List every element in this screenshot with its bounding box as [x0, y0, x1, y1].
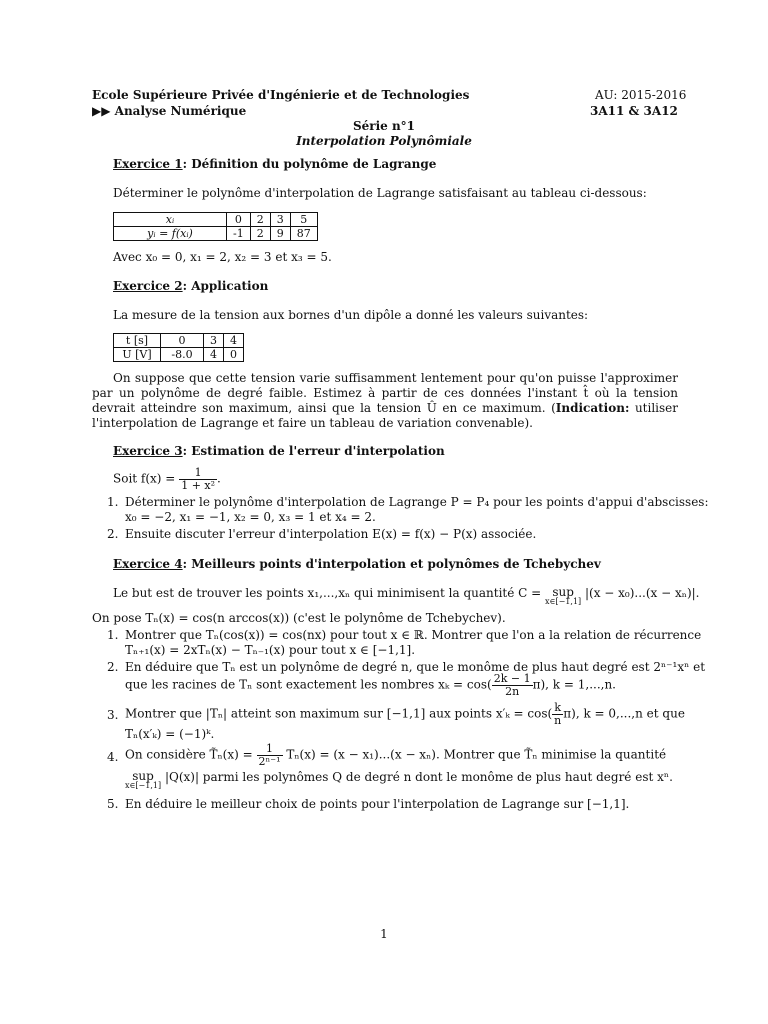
- fraction-denominator: 1 + x²: [181, 478, 216, 492]
- table-cell: 2: [250, 213, 270, 227]
- sup-operator: sup x∈[−1,1]: [545, 585, 582, 606]
- ex4-item2a: En déduire que Tₙ est un polynôme de degré n, que le monôme de plus haut degré est 2ⁿ⁻¹xⁿ et: [125, 660, 706, 674]
- ex2-label: Exercice 2: [113, 279, 183, 293]
- ex4-item2b-pre: que les racines de Tₙ sont exactement les nombres xₖ = cos(: [125, 677, 492, 692]
- ex2-table: [113, 333, 244, 362]
- ex4-item4b: [125, 770, 673, 790]
- ex4-item4b-text: |Q(x)| parmi les polynômes Q de degré n dont le monôme de plus haut degré est xⁿ.: [164, 770, 673, 784]
- points-fraction: [552, 702, 563, 726]
- table-cell: 2: [250, 227, 270, 241]
- list-number: 4.: [107, 750, 119, 764]
- serie-number: Série n°1: [352, 119, 416, 133]
- ex2-title: : Application: [182, 279, 269, 293]
- table-cell: 4: [224, 334, 244, 348]
- fraction-numerator: k: [552, 702, 563, 715]
- ex3-item1b: x₀ = −2, x₁ = −1, x₂ = 0, x₃ = 1 et x₄ = 2.: [125, 510, 376, 524]
- ex4-title: : Meilleurs points d'interpolation et polynômes de Tchebychev: [182, 557, 601, 571]
- table-cell: 3: [204, 334, 224, 348]
- ex4-item3a-pre: Montrer que |Tₙ| atteint son maximum sur [−1,1] aux points x′ₖ = cos(: [125, 706, 553, 721]
- fraction-numerator: 1: [179, 467, 217, 480]
- ex3-label: Exercice 3: [113, 444, 183, 458]
- normalization-fraction: [257, 743, 283, 767]
- ex2-body: [92, 371, 678, 431]
- table-row: [114, 227, 318, 241]
- ex3-definition: Soit f(x) = $\frac{1}{\text{1 + x²}}$ .: [113, 466, 221, 492]
- ex4-item3a: [125, 702, 685, 726]
- table-cell: 3: [270, 213, 290, 227]
- ex4-item1b: Tₙ₊₁(x) = 2xTₙ(x) − Tₙ₋₁(x) pour tout x ∈ [−1,1].: [125, 643, 416, 657]
- table-cell: 5: [290, 213, 317, 227]
- ex4-item4a-post: Tₙ(x) = (x − x₁)...(x − xₙ). Montrer que T̃ₙ minimise la quantité: [286, 747, 667, 762]
- ex4-heading: [113, 557, 601, 572]
- ex3-item2: Ensuite discuter l'erreur d'interpolation E(x) = f(x) − P(x) associée.: [125, 527, 537, 541]
- table-cell: 9: [270, 227, 290, 241]
- ex4-item3b: Tₙ(x′ₖ) = (−1)ᵏ.: [125, 727, 215, 741]
- list-number: 1.: [107, 628, 119, 642]
- table-cell: -1: [227, 227, 251, 241]
- list-number: 3.: [107, 708, 119, 722]
- ex2-body-b: utiliser l'interpolation de Lagrange et faire un tableau de variation convenable).: [92, 401, 678, 430]
- table-cell: 4: [204, 348, 224, 362]
- fraction-numerator: 2k − 1: [493, 672, 531, 685]
- sup-operator: [125, 770, 161, 790]
- fraction-denominator: 2n: [505, 684, 520, 698]
- table-cell: 0: [224, 348, 244, 362]
- ex4-item4a: [125, 743, 666, 767]
- ex1-heading: [113, 157, 436, 172]
- list-number: 1.: [107, 495, 119, 509]
- ex3-heading: [113, 444, 445, 459]
- sup-subscript: x∈[−1,1]: [125, 781, 162, 790]
- ex4-item3a-post: π), k = 0,...,n et que: [563, 706, 685, 721]
- table-cell: 0: [161, 334, 204, 348]
- table-cell: yᵢ = f(xᵢ): [114, 227, 227, 241]
- table-row: [114, 213, 318, 227]
- page-number: 1: [380, 927, 388, 941]
- list-number: 5.: [107, 797, 119, 811]
- course-name: ▶▶ Analyse Numérique: [92, 104, 247, 118]
- ex1-note: Avec x₀ = 0, x₁ = 2, x₂ = 3 et x₃ = 5.: [113, 250, 332, 264]
- ex1-label: Exercice 1: [113, 157, 183, 171]
- fraction-denominator: n: [554, 713, 562, 727]
- ex1-intro: Déterminer le polynôme d'interpolation de Lagrange satisfaisant au tableau ci-dessous:: [113, 186, 647, 200]
- ex1-table: [113, 212, 318, 241]
- ex4-label: Exercice 4: [113, 557, 183, 571]
- ex3-soit: Soit f(x) =: [113, 471, 176, 486]
- ex4-goal-b: |(x − x₀)...(x − xₙ)|.: [584, 586, 700, 600]
- table-cell: t [s]: [114, 334, 161, 348]
- table-cell: U [V]: [114, 348, 161, 362]
- table-cell: 87: [290, 227, 317, 241]
- ex3-fraction: [179, 467, 217, 491]
- ex4-goal-a: Le but est de trouver les points x₁,...,xₙ qui minimisent la quantité C =: [113, 586, 542, 600]
- table-cell: -8.0: [161, 348, 204, 362]
- ex4-item2b-post: π), k = 1,...,n.: [532, 677, 616, 692]
- ex4-item2b: [125, 673, 616, 697]
- class-codes: 3A11 & 3A12: [590, 104, 678, 118]
- ex4-goal: [113, 586, 700, 606]
- ex3-item1a: Déterminer le polynôme d'interpolation de Lagrange P = P₄ pour les points d'appui d'abscisses:: [125, 495, 709, 509]
- sup-label: sup: [132, 769, 154, 783]
- table-cell: xᵢ: [114, 213, 227, 227]
- sup-subscript: x∈[−1,1]: [545, 597, 582, 606]
- fraction-denominator: 2ⁿ⁻¹: [258, 754, 281, 768]
- ex1-title: : Définition du polynôme de Lagrange: [182, 157, 437, 171]
- ex2-heading: [113, 279, 268, 294]
- ex2-intro: La mesure de la tension aux bornes d'un dipôle a donné les valeurs suivantes:: [113, 308, 589, 322]
- list-number: 2.: [107, 660, 119, 674]
- list-number: 2.: [107, 527, 119, 541]
- roots-fraction: [492, 673, 533, 697]
- ex4-item5: En déduire le meilleur choix de points pour l'interpolation de Lagrange sur [−1,1].: [125, 797, 630, 811]
- table-row: [114, 348, 244, 362]
- school-name: Ecole Supérieure Privée d'Ingénierie et de Technologies: [92, 88, 470, 102]
- ex2-indication: Indication:: [555, 401, 630, 415]
- ex4-item4a-pre: On considère T̃ₙ(x) =: [125, 747, 253, 762]
- ex2-body-a: On suppose que cette tension varie suffisamment lentement pour qu'on puisse l'approximer par un polynôme de degré faible. Estimez à partir de ces données l'instant t̂ où la tension devrait atteindre son maximum, ainsi que la tension Û en ce maximum. (: [92, 371, 678, 415]
- serie-topic: Interpolation Polynômiale: [296, 134, 472, 148]
- table-row: [114, 334, 244, 348]
- ex4-item1a: Montrer que Tₙ(cos(x)) = cos(nx) pour tout x ∈ ℝ. Montrer que l'on a la relation de récurrence: [125, 628, 702, 642]
- fraction-numerator: 1: [257, 743, 283, 756]
- academic-year: AU: 2015-2016: [595, 88, 687, 102]
- ex3-title: : Estimation de l'erreur d'interpolation: [182, 444, 445, 458]
- table-cell: 0: [227, 213, 251, 227]
- ex4-pose: On pose Tₙ(x) = cos(n arccos(x)) (c'est le polynôme de Tchebychev).: [92, 611, 506, 625]
